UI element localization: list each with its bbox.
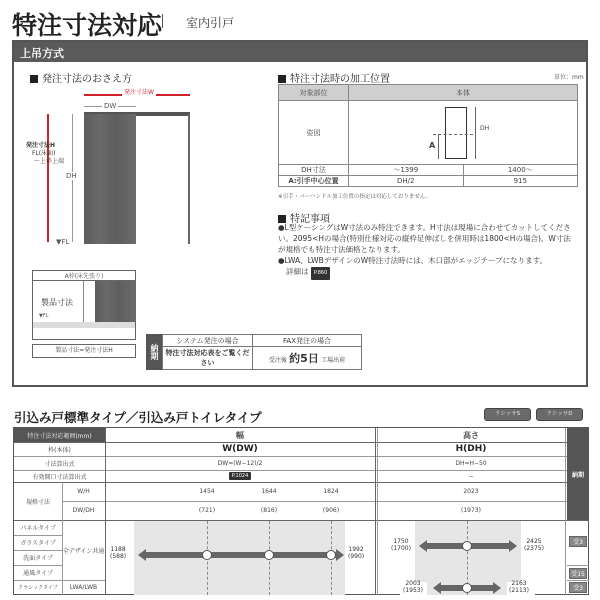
hanging-method-panel [12,40,588,387]
dh-standard: (1973) [461,507,481,514]
dw-label: DW [104,102,117,110]
standard-label: 規格寸法 [25,498,50,506]
dw-standard-1: (721) [198,507,216,514]
standard-point-icon [462,583,472,593]
height-header: 高さ [463,430,479,440]
order-dimension-title: 発注寸法のおさえ方 [30,70,132,85]
square-bullet-icon [278,75,286,83]
notes-list [278,222,578,280]
h-standard: 2023 [463,488,479,495]
page-subtitle: 室内引戸 [186,16,235,30]
delivery-side-label: 納期 [146,334,162,370]
dh-dim-line [475,107,476,159]
delivery-badge: 受3 [569,536,587,547]
door-outline [445,107,467,159]
a-value-high: 915 [463,176,578,187]
col-header-body: 本体 [349,85,578,101]
height-classic-min: 2003 (1953) [403,580,423,594]
badge-rashissa-s: ラシッサS [484,408,531,421]
door-section [95,281,135,322]
height-classic-max: 2163 (2113) [509,580,529,594]
standard-point-icon [462,541,472,551]
delivery-table [162,334,362,370]
opening-label: 有効開口寸法算出式 [32,473,87,481]
system-order-value: 特注寸法対応表をご覧ください [163,347,253,370]
type-classic: クラシックタイプ [18,585,58,591]
width-range-area [134,521,345,595]
order-h-arrow [47,114,49,242]
design-common: 全デザイン共通 [62,547,105,555]
standard-point-icon [326,550,336,560]
frame-w: W(DW) [222,444,258,454]
dh-value-high: 1400〜 [463,165,578,176]
processing-table [278,84,578,187]
spec-header-label: 特注寸法対応範囲(mm) [14,428,105,442]
frame-label: 枠(本体) [48,446,71,454]
note-detail: 詳細は P.860 [278,266,578,280]
dw-standard-2: (816) [260,507,278,514]
square-bullet-icon [30,75,38,83]
diagram-row-label: 姿図 [279,101,349,165]
standard-sub2: DW/DH [72,507,95,514]
door-panel [84,114,136,244]
w-standard-1: 1454 [199,488,215,495]
a-row-label: A:引手中心位置 [279,176,349,187]
page-title: 特注寸法対応 [12,11,163,40]
door-diagram-cell [349,101,578,165]
fax-order-value: 受注後 約5日 工場出荷 [253,347,362,370]
delivery-badge: 受15 [569,568,587,579]
w-standard-3: 1824 [323,488,339,495]
dh-label: DH [66,172,77,180]
a-dim-line [438,134,439,159]
w-standard-2: 1644 [261,488,277,495]
design-lw: LWA/LWB [69,584,98,591]
formula-h: DH=H−50 [455,459,487,467]
badge-rashissa-d: ラシッサD [536,408,583,421]
detail-box [32,270,136,340]
title-divider [162,14,163,28]
panel-heading: 上吊方式 [14,42,586,62]
height-min: 1750 (1700) [391,538,411,552]
detail-fl-label: ▼FL [39,313,49,319]
delivery-badge: 受3 [569,582,587,593]
spec-table [13,427,589,595]
notes-title: 特記事項 [278,210,330,225]
height-max: 2425 (2375) [524,538,544,552]
processing-position-title: 特注寸法時の加工位置 [278,70,390,85]
diagram-a-label: A [429,141,436,150]
width-max: 1992 (990) [348,546,365,560]
detail-caption-top: A枠(床先張り) [33,271,135,281]
width-min: 1188 (588) [110,546,127,560]
page-ref-tag[interactable]: P.1024 [229,472,252,480]
a-value-low: DH/2 [349,176,464,187]
opening-w [105,470,375,482]
delivery-header: 納期 [567,428,589,520]
detail-caption-bottom: 製品寸法=発注寸法H [32,344,136,358]
standard-sub1: W/H [77,488,90,495]
dh-value-low: 〜1399 [349,165,464,176]
system-order-header: システム発注の場合 [163,335,253,347]
product-dim-label: 製品寸法 [41,298,73,307]
width-header: 幅 [236,430,244,440]
col-header-target: 対象部位 [279,85,349,101]
order-h-label: 発注寸法H FL(床面) 〜上枠上端 [26,142,65,165]
formula-label: 寸法算出式 [44,460,75,468]
note-item: ●LWA、LWBデザインのW特注寸法時には、木口部がエッジテープになります。 [278,256,547,265]
opening-h: − [468,472,474,480]
processing-footnote: ※引手・バーハンドル加工位置の指定は対応しておりません。 [278,194,432,200]
formula-w: DW=(W−12)/2 [217,459,263,467]
fl-label: ▼FL [56,238,70,246]
type-washroom: 洗面タイプ [23,555,53,562]
width-range-arrow [145,552,337,558]
fax-order-header: FAX発注の場合 [253,335,362,347]
product-dim-line [83,281,84,322]
handle-center-line [433,134,473,135]
dh-row-label: DH寸法 [279,165,349,176]
type-panel: パネルタイプ [20,525,56,532]
page-ref-tag[interactable]: P.860 [311,267,330,280]
dw-standard-3: (906) [322,507,340,514]
type-glass: ガラスタイプ [20,540,56,547]
order-w-label: 発注寸法W [124,89,154,96]
note-item: ●L型ケーシングはW寸法のみ特注できます。H寸法は現場に合わせてカットしてください。2095<Hの場合(特別仕様対応の縦枠足伸ばしを併用時は1800<Hの場合)、W寸法が規格でも特注寸法価格となります。 [278,223,571,254]
frame-h: H(DH) [455,444,487,454]
standard-point-icon [264,550,274,560]
frame-edge [188,114,190,244]
type-ventilation: 通風タイプ [23,570,53,577]
unit-label: 単位：mm [554,74,584,81]
diagram-dh-label: DH [480,125,490,132]
standard-point-icon [202,550,212,560]
spec-title: 引込み戸標準タイプ／引込み戸トイレタイプ [14,410,262,425]
floor-strip [33,322,135,328]
